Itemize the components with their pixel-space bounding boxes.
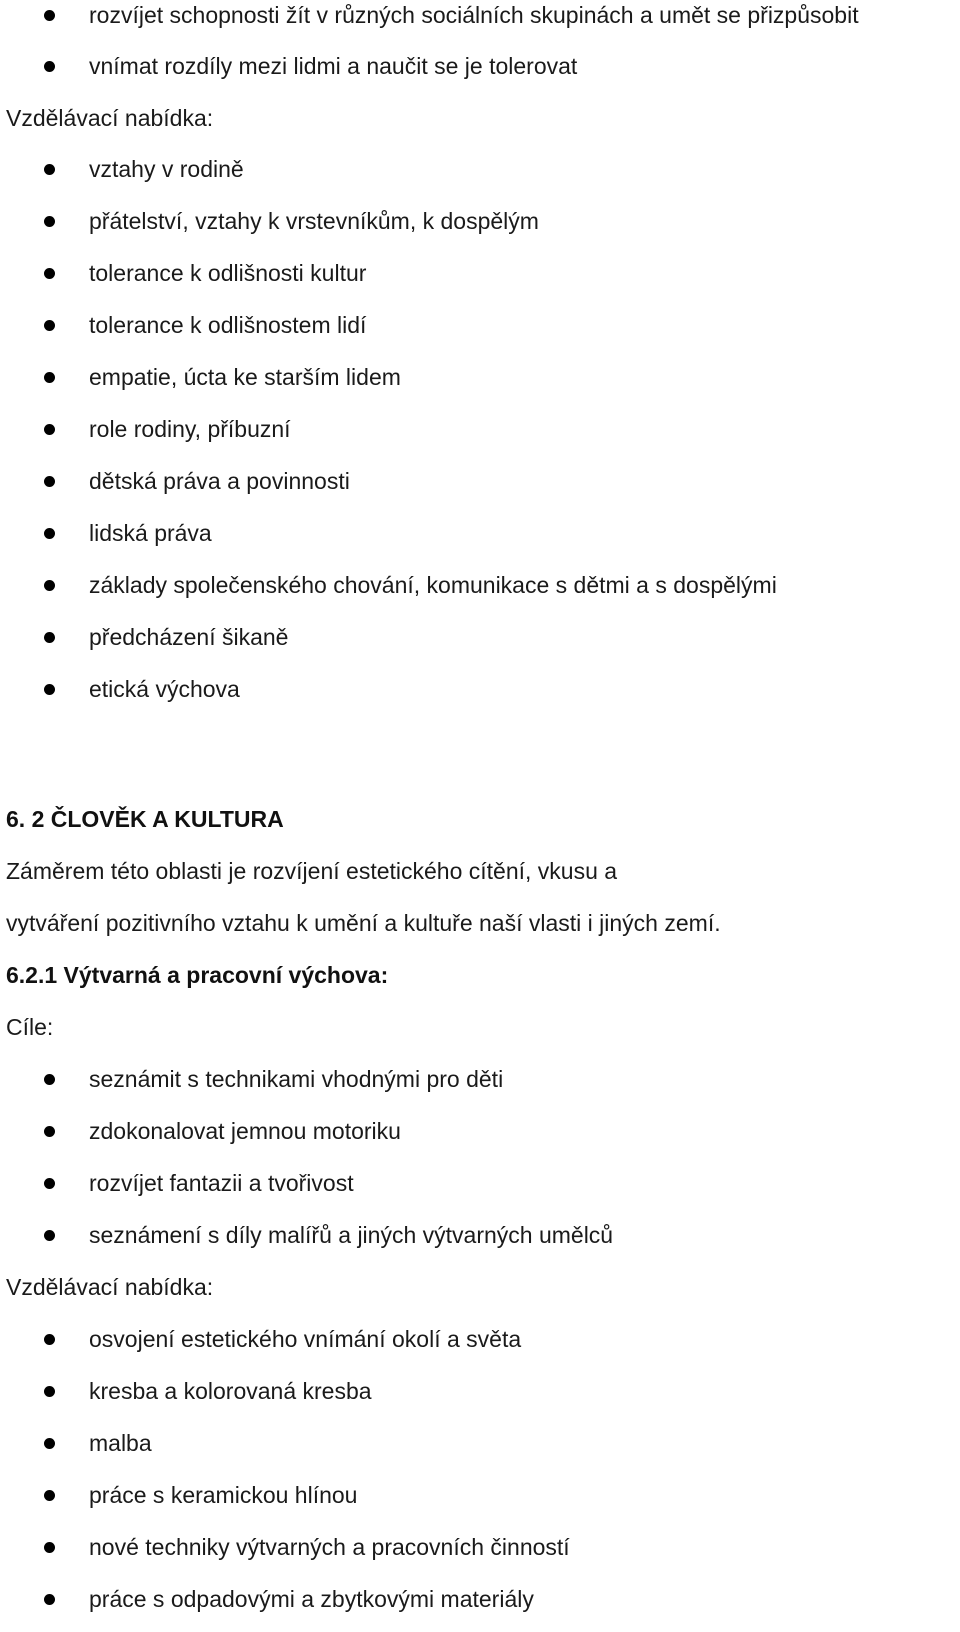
bullet-marker <box>44 476 55 487</box>
list-item: kresba a kolorovaná kresba <box>89 1378 372 1404</box>
bullet-marker <box>44 1334 55 1345</box>
bullet-marker <box>44 528 55 539</box>
bullet-marker <box>44 580 55 591</box>
list-item: seznámit s technikami vhodnými pro děti <box>89 1066 504 1092</box>
list-item: přátelství, vztahy k vrstevníkům, k dospělým <box>89 208 539 234</box>
intro-text: vytváření pozitivního vztahu k umění a kultuře naší vlasti i jiných zemí. <box>6 910 721 936</box>
bullet-marker <box>44 1126 55 1137</box>
bullet-marker <box>44 164 55 175</box>
list-item: vztahy v rodině <box>89 156 244 182</box>
list-item: vnímat rozdíly mezi lidmi a naučit se je tolerovat <box>89 53 578 79</box>
bullet-marker <box>44 1178 55 1189</box>
bullet-marker <box>44 372 55 383</box>
subsection-heading: 6.2.1 Výtvarná a pracovní výchova: <box>6 962 389 988</box>
list-item: zdokonalovat jemnou motoriku <box>89 1118 401 1144</box>
list-item: práce s keramickou hlínou <box>89 1482 358 1508</box>
bullet-marker <box>44 1074 55 1085</box>
bullet-marker <box>44 1386 55 1397</box>
list-item: empatie, úcta ke starším lidem <box>89 364 401 390</box>
section-heading: 6. 2 ČLOVĚK A KULTURA <box>6 806 284 832</box>
bullet-marker <box>44 1490 55 1501</box>
bullet-marker <box>44 268 55 279</box>
list-item: tolerance k odlišnosti kultur <box>89 260 367 286</box>
intro-text: Záměrem této oblasti je rozvíjení estetického cítění, vkusu a <box>6 858 618 884</box>
bullet-marker <box>44 10 55 21</box>
list-item: tolerance k odlišnostem lidí <box>89 312 367 338</box>
offer-label: Vzdělávací nabídka: <box>6 1274 214 1300</box>
bullet-marker <box>44 632 55 643</box>
list-item: seznámení s díly malířů a jiných výtvarných umělců <box>89 1222 614 1248</box>
bullet-marker <box>44 1594 55 1605</box>
list-item: osvojení estetického vnímání okolí a světa <box>89 1326 522 1352</box>
list-item: nové techniky výtvarných a pracovních činností <box>89 1534 570 1560</box>
list-item: role rodiny, příbuzní <box>89 416 291 442</box>
list-item: lidská práva <box>89 520 212 546</box>
bullet-marker <box>44 320 55 331</box>
list-item: rozvíjet fantazii a tvořivost <box>89 1170 354 1196</box>
bullet-marker <box>44 1230 55 1241</box>
bullet-marker <box>44 61 55 72</box>
bullet-marker <box>44 424 55 435</box>
offer-label: Vzdělávací nabídka: <box>6 105 214 131</box>
list-item: základy společenského chování, komunikace s dětmi a s dospělými <box>89 572 777 598</box>
list-item: rozvíjet schopnosti žít v různých sociálních skupinách a umět se přizpůsobit <box>89 2 859 28</box>
list-item: malba <box>89 1430 152 1456</box>
bullet-marker <box>44 1542 55 1553</box>
bullet-marker <box>44 684 55 695</box>
list-item: předcházení šikaně <box>89 624 289 650</box>
list-item: dětská práva a povinnosti <box>89 468 350 494</box>
goals-label: Cíle: <box>6 1014 54 1040</box>
list-item: práce s odpadovými a zbytkovými materiály <box>89 1586 534 1612</box>
bullet-marker <box>44 216 55 227</box>
bullet-marker <box>44 1438 55 1449</box>
list-item: etická výchova <box>89 676 240 702</box>
